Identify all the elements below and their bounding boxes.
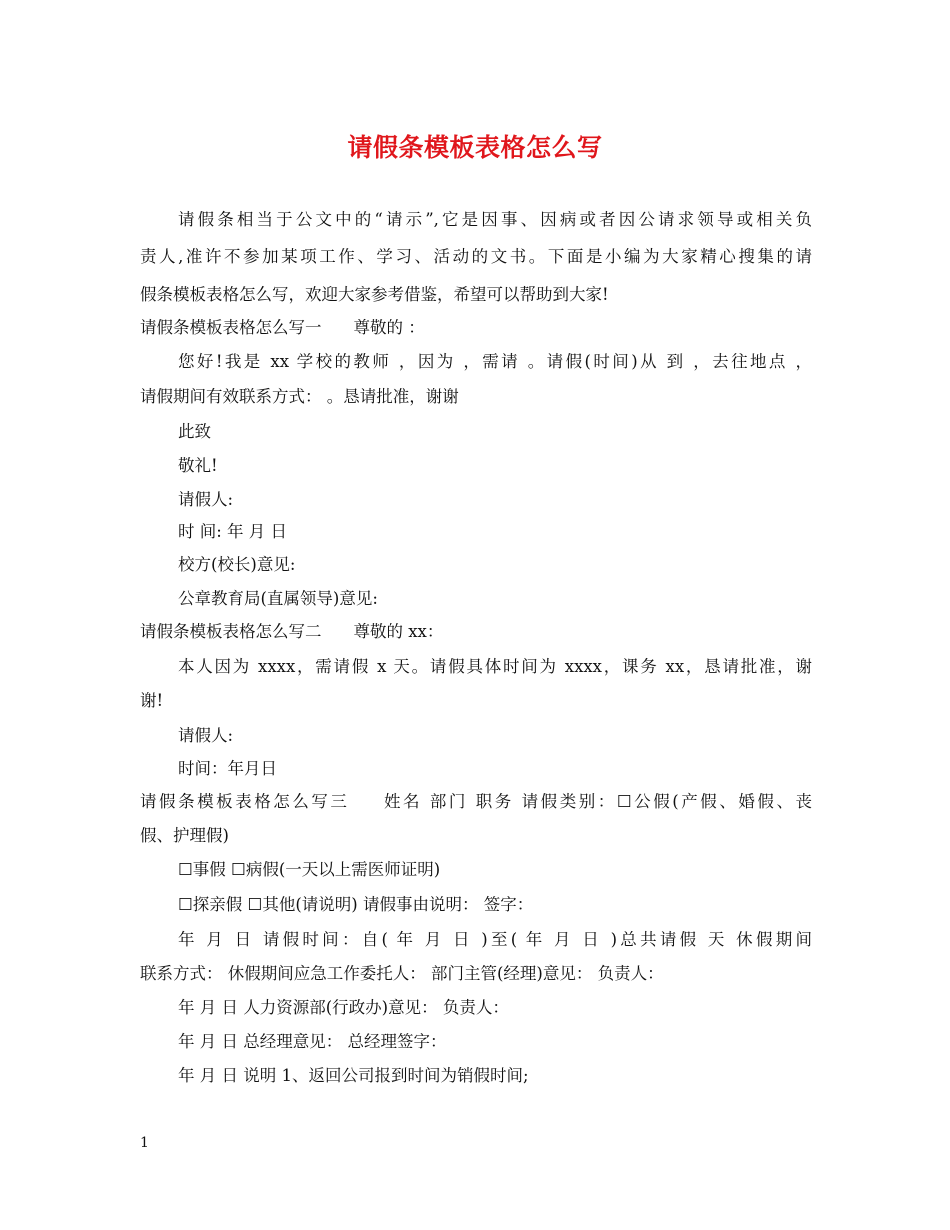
template3-line-9: 年 月 日 说明 1、返回公司报到时间为销假时间; <box>178 1066 529 1085</box>
template1-bureau-opinion: 公章教育局(直属领导)意见: <box>178 589 378 608</box>
template3-fields: 姓名 部门 职务 请假类别：☐公假(产假、婚假、丧 <box>381 792 812 811</box>
intro-line-2: 责人,准许不参加某项工作、学习、活动的文书。下面是小编为大家精心搜集的请 <box>140 247 812 266</box>
template3-line-4: ☐探亲假 ☐其他(请说明) 请假事由说明： 签字： <box>178 895 534 914</box>
intro-line-3: 假条模板表格怎么写，欢迎大家参考借鉴，希望可以帮助到大家! <box>140 285 609 304</box>
template1-closing-2: 敬礼! <box>178 456 218 475</box>
template3-heading-line <box>140 790 812 814</box>
template1-date: 时 间: 年 月 日 <box>178 522 288 541</box>
template3-line-3: ☐事假 ☐病假(一天以上需医师证明) <box>178 860 441 879</box>
template2-body-2: 谢! <box>140 691 164 710</box>
template2-greeting: 尊敬的 xx： <box>353 622 444 641</box>
intro-line-1: 请假条相当于公文中的“请示”,它是因事、因病或者因公请求领导或相关负 <box>178 210 812 229</box>
template3-line-6: 联系方式： 休假期间应急工作委托人： 部门主管(经理)意见： 负责人： <box>140 964 664 983</box>
template3-line-5: 年 月 日 请假时间：自( 年 月 日 )至( 年 月 日 )总共请假 天 休假期间 <box>178 930 812 949</box>
template2-applicant: 请假人: <box>178 726 234 745</box>
template1-body-1: 您好!我是 xx 学校的教师 ，因为 ，需请 。请假(时间)从 到 ，去往地点 ， <box>178 352 812 371</box>
template1-school-opinion: 校方(校长)意见: <box>178 555 296 574</box>
template1-body-2: 请假期间有效联系方式： 。恳请批准，谢谢 <box>140 387 459 406</box>
template3-line-8: 年 月 日 总经理意见： 总经理签字： <box>178 1032 447 1051</box>
template2-heading: 请假条模板表格怎么写二 <box>140 622 322 641</box>
template3-line-2: 假、护理假) <box>140 826 229 845</box>
template2-body-1: 本人因为 xxxx，需请假 x 天。请假具体时间为 xxxx，课务 xx，恳请批准，谢 <box>178 657 812 676</box>
template1-applicant: 请假人: <box>178 490 234 509</box>
template1-heading: 请假条模板表格怎么写一 <box>140 318 322 337</box>
template1-greeting: 尊敬的 ： <box>353 318 425 337</box>
template3-heading: 请假条模板表格怎么写三 <box>140 792 350 811</box>
template2-heading-line <box>140 620 812 644</box>
template2-date: 时间：年月日 <box>178 759 277 778</box>
page-number: 1 <box>140 1135 149 1151</box>
template1-closing-1: 此致 <box>178 422 211 441</box>
template1-heading-line <box>140 316 812 340</box>
template3-line-7: 年 月 日 人力资源部(行政办)意见： 负责人： <box>178 998 509 1017</box>
page-title: 请假条模板表格怎么写 <box>347 133 603 162</box>
